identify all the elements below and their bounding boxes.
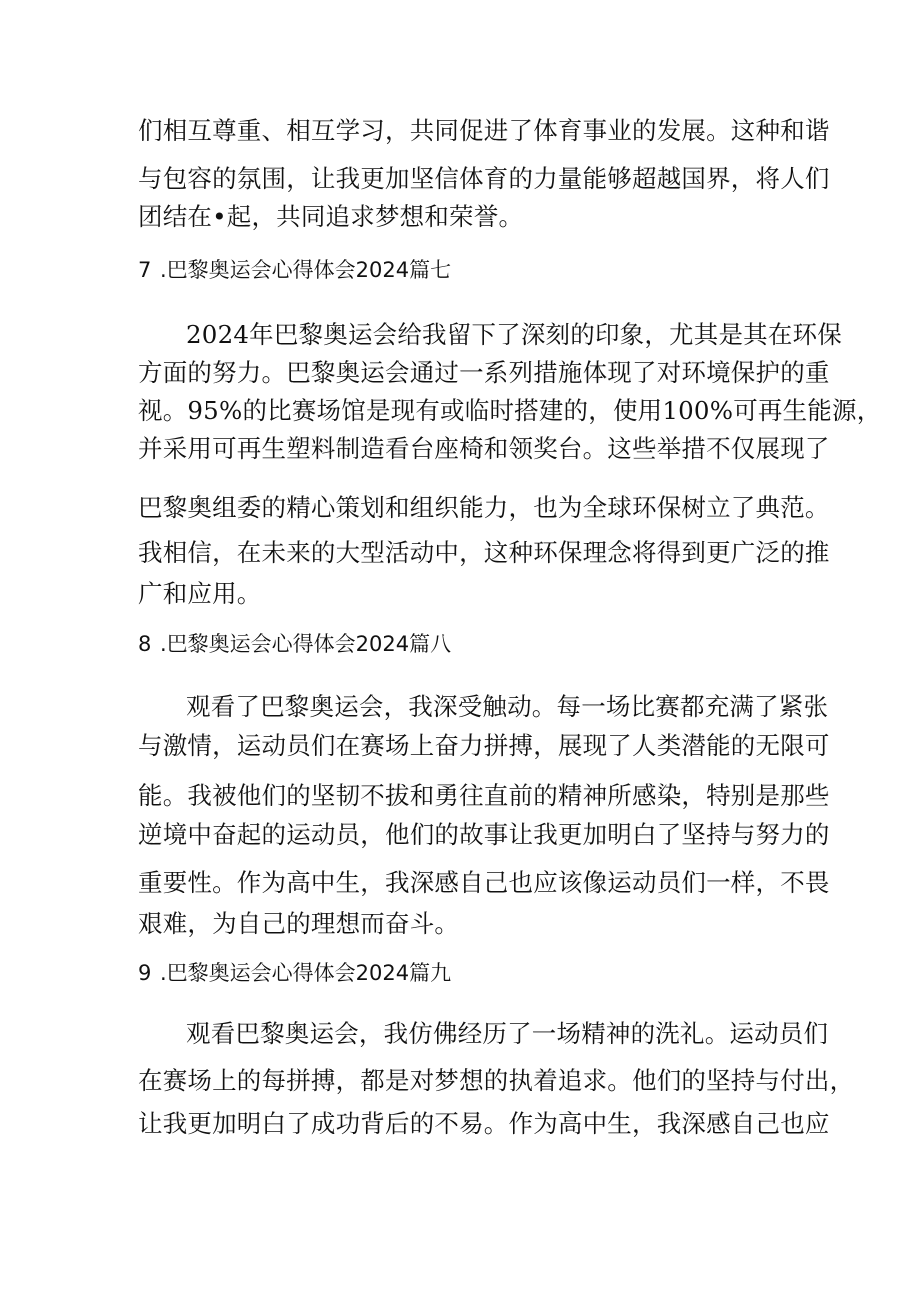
section-number: 8	[138, 632, 152, 656]
section-title: .巴黎奥运会心得体会2024篇七	[160, 258, 452, 282]
paragraph-line: 们相互尊重、相互学习，共同促进了体育事业的发展。这种和谐	[138, 116, 830, 145]
paragraph-line: 能。我被他们的坚韧不拔和勇往直前的精神所感染，特别是那些	[138, 781, 830, 810]
paragraph-line: 方面的努力。巴黎奥运会通过一系列措施体现了对环境保护的重	[138, 358, 830, 387]
section-title: .巴黎奥运会心得体会2024篇九	[160, 961, 452, 985]
paragraph-line: 重要性。作为高中生，我深感自己也应该像运动员们一样，不畏	[138, 868, 830, 897]
paragraph-line: 在赛场上的每拼搏，都是对梦想的执着追求。他们的坚持与付出，	[138, 1066, 855, 1095]
section-number: 7	[138, 258, 152, 282]
paragraph-line: 团结在•起，共同追求梦想和荣誉。	[138, 202, 524, 231]
paragraph-line: 2024年巴黎奥运会给我留下了深刻的印象，尤其是其在环保	[186, 320, 842, 349]
paragraph-line: 让我更加明白了成功背后的不易。作为高中生，我深感自己也应	[138, 1109, 830, 1138]
paragraph-line: 艰难，为自己的理想而奋斗。	[138, 909, 460, 938]
paragraph-line: 观看了巴黎奥运会，我深受触动。每一场比赛都充满了紧张	[186, 692, 829, 721]
paragraph-line: 观看巴黎奥运会，我仿佛经历了一场精神的洗礼。运动员们	[186, 1019, 829, 1048]
paragraph-line: 与包容的氛围，让我更加坚信体育的力量能够超越国界，将人们	[138, 164, 830, 193]
section-heading-8	[138, 628, 451, 660]
section-number: 9	[138, 961, 152, 985]
paragraph-line: 并采用可再生塑料制造看台座椅和领奖台。这些举措不仅展现了	[138, 434, 830, 463]
section-title: .巴黎奥运会心得体会2024篇八	[160, 632, 452, 656]
paragraph-line: 广和应用。	[138, 579, 262, 608]
section-heading-9	[138, 957, 451, 989]
paragraph-line: 逆境中奋起的运动员，他们的故事让我更加明白了坚持与努力的	[138, 820, 830, 849]
paragraph-line: 我相信，在未来的大型活动中，这种环保理念将得到更广泛的推	[138, 538, 830, 567]
paragraph-line: 视。95%的比赛场馆是现有或临时搭建的，使用100%可再生能源，	[138, 396, 882, 425]
paragraph-line: 巴黎奥组委的精心策划和组织能力，也为全球环保树立了典范。	[138, 493, 830, 522]
section-heading-7	[138, 254, 451, 286]
paragraph-line: 与激情，运动员们在赛场上奋力拼搏，展现了人类潜能的无限可	[138, 731, 830, 760]
